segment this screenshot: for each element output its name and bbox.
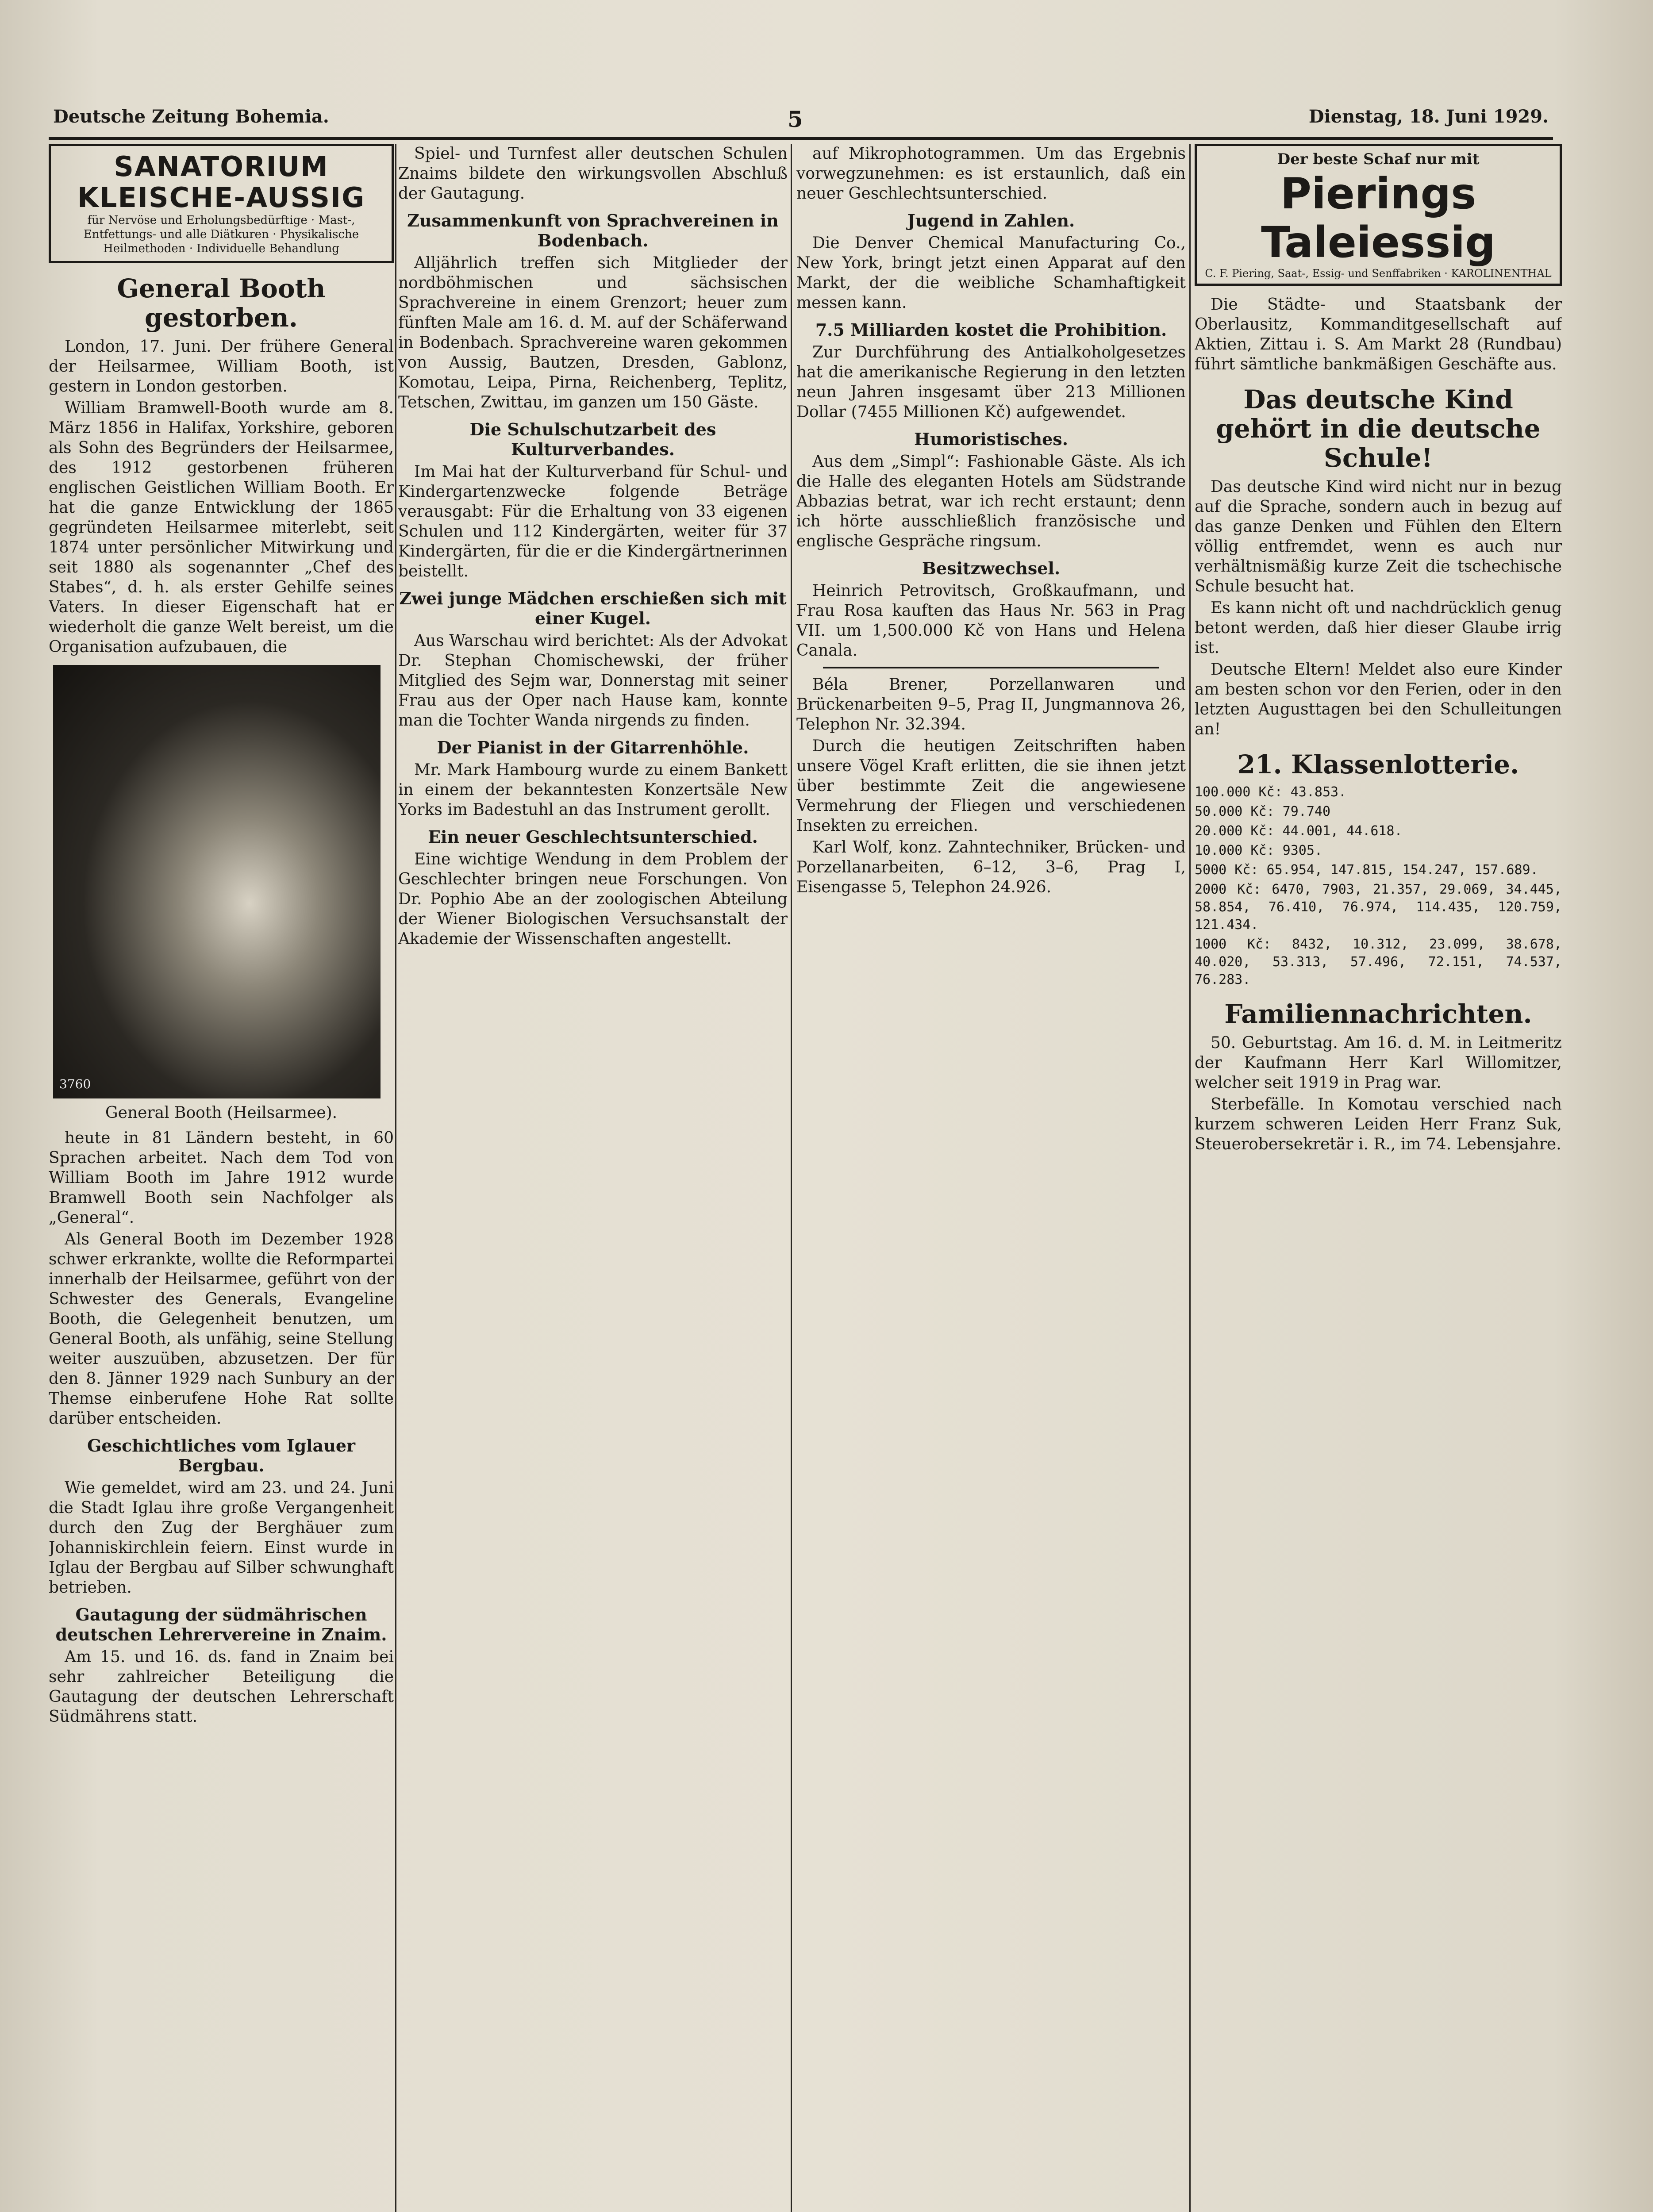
article-text: William Bramwell-Booth wurde am 8. März 1856 in Halifax, Yorkshire, geboren als Sohn des Begründers der Heilsarmee, des 1912 gestorbenen früheren englischen Geistlichen William Booth. Er hat die ganze Entwicklung der 1865 gegründeten Heilsarmee miterlebt, seit 1874 unter persönlicher Mitwirkung und seit 1880 als sogenannter „Chef des Stabes“, d. h. als erster Gehilfe seines Vaters. In dieser Eigenschaft hat er wiederholt die ganze Welt bereist, um die Organisation aufzubauen, die	[49, 399, 394, 656]
bank-ad-text: Die Städte- und Staatsbank der Oberlausitz, Kommanditgesellschaft auf Aktien, Zittau i. S. Am Markt 28 (Rundbau) führt sämtliche bankmäßigen Geschäfte aus.	[1195, 296, 1562, 373]
subheading: 7.5 Milliarden kostet die Prohibition.	[815, 320, 1167, 340]
subheading: Ein neuer Geschlechtsunterschied.	[428, 827, 758, 847]
piering-ad	[1195, 144, 1562, 286]
subheading: Zusammenkunft von Sprachvereinen in Bodenbach.	[407, 211, 779, 250]
article-text: auf Mikrophotogrammen. Um das Ergebnis vorwegzunehmen: es ist erstaunlich, daß ein neuer Geschlechtsunterschied.	[796, 145, 1186, 203]
family-news-title: Familiennachrichten.	[1224, 999, 1532, 1029]
photo-number: 3760	[59, 1077, 91, 1091]
headline-school: Das deutsche Kind gehört in die deutsche Schule!	[1216, 384, 1541, 473]
masthead	[53, 106, 1549, 133]
subheading: Zwei junge Mädchen erschießen sich mit einer Kugel.	[399, 588, 787, 628]
article-text: Zur Durchführung des Antialkoholgesetzes hat die amerikanische Regierung in den letzten neun Jahren insgesamt über 213 Millionen Dollar (7455 Millionen Kč) aufgewendet.	[796, 343, 1186, 421]
article-text: Aus Warschau wird berichtet: Als der Advokat Dr. Stephan Chomischewski, der früher Mitglied des Sejm war, Donnerstag mit seiner Frau aus der Oper nach Hause kam, konnte man die Tochter Wanda nirgends zu finden.	[398, 632, 788, 730]
column-2	[398, 144, 788, 2212]
lottery-line: 20.000 Kč: 44.001, 44.618.	[1195, 823, 1403, 839]
article-text: Spiel- und Turnfest aller deutschen Schulen Znaims bildete den wirkungsvollen Abschluß der Gautagung.	[398, 145, 788, 203]
ad-top: Der beste Schaf nur mit	[1277, 150, 1480, 168]
issue-date: Dienstag, 18. Juni 1929.	[1308, 106, 1549, 127]
ad-title: SANATORIUM KLEISCHE-AUSSIG	[77, 150, 365, 214]
article-text: Es kann nicht oft und nachdrücklich genug betont werden, daß hier dieser Glaube irrig ist.	[1195, 599, 1562, 657]
article-lead: London, 17. Juni. Der frühere General der Heilsarmee, William Booth, ist gestern in London gestorben.	[49, 338, 394, 396]
subheading: Gautagung der südmährischen deutschen Lehrervereine in Znaim.	[55, 1605, 387, 1644]
lottery-line: 2000 Kč: 6470, 7903, 21.357, 29.069, 34.445, 58.854, 76.410, 76.974, 114.435, 120.759, 121.434.	[1195, 882, 1562, 933]
article-text: Am 15. und 16. ds. fand in Znaim bei sehr zahlreicher Beteiligung die Gautagung der deutschen Lehrerschaft Südmährens statt.	[49, 1648, 394, 1726]
column-4	[1195, 144, 1562, 2212]
lottery-line: 100.000 Kč: 43.853.	[1195, 784, 1347, 800]
page-number: 5	[788, 106, 803, 132]
paper-name: Deutsche Zeitung Bohemia.	[53, 106, 329, 127]
subheading: Jugend in Zahlen.	[907, 211, 1075, 230]
sanatorium-ad	[49, 144, 394, 263]
lottery-line: 50.000 Kč: 79.740	[1195, 804, 1331, 819]
article-text: heute in 81 Ländern besteht, in 60 Sprachen arbeitet. Nach dem Tod von William Booth im Jahre 1912 wurde Bramwell Booth sein Nachfolger als „General“.	[49, 1129, 394, 1227]
article-text: Die Denver Chemical Manufacturing Co., New York, bringt jetzt einen Apparat auf den Markt, der die weibliche Schamhaftigkeit messen kann.	[796, 234, 1186, 312]
subheading: Humoristisches.	[914, 429, 1068, 449]
classified-ad: Béla Brener, Porzellanwaren und Brückenarbeiten 9–5, Prag II, Jungmannova 26, Telephon Nr. 32.394.	[796, 676, 1186, 733]
subheading: Geschichtliches vom Iglauer Bergbau.	[87, 1436, 356, 1475]
article-text: Im Mai hat der Kulturverband für Schul- und Kindergartenzwecke folgende Beträge verausgabt: Für die Erhaltung von 33 eigenen Schulen und 112 Kindergärten, weiter für 37 Kindergärten, für die er die Kindergärtnerinnen beistellt.	[398, 463, 788, 580]
portrait-photo	[53, 665, 381, 1098]
classified-ad: Karl Wolf, konz. Zahntechniker, Brücken- und Porzellanarbeiten, 6–12, 3–6, Prag I, Eisengasse 5, Telephon 24.926.	[796, 838, 1186, 896]
article-text: Alljährlich treffen sich Mitglieder der nordböhmischen und sächsischen Sprachvereine in einem Grenzort; heuer zum fünften Male am 16. d. M. auf der Schäferwand in Bodenbach. Sprachvereine waren gekommen von Aussig, Bautzen, Dresden, Gablonz, Komotau, Leipa, Pirna, Reichenberg, Teplitz, Tetschen, Zwittau, im ganzen um 150 Gäste.	[398, 254, 788, 411]
lottery-line: 5000 Kč: 65.954, 147.815, 154.247, 157.689.	[1195, 862, 1538, 878]
column-divider	[395, 144, 396, 2212]
headline-booth: General Booth gestorben.	[117, 273, 326, 333]
lottery-line: 1000 Kč: 8432, 10.312, 23.099, 38.678, 40.020, 53.313, 57.496, 72.151, 74.537, 76.283.	[1195, 937, 1562, 987]
article-text: Mr. Mark Hambourg wurde zu einem Bankett in einem der bekanntesten Konzertsäle New Yorks im Badestuhl an das Instrument gerollt.	[398, 761, 788, 819]
ad-subtitle: für Nervöse und Erholungsbedürftige · Mast-, Entfettungs- und alle Diätkuren · Physikalische Heilmethoden · Individuelle Behandlung	[83, 214, 359, 255]
column-divider	[791, 144, 792, 2212]
article-text: 50. Geburtstag. Am 16. d. M. in Leitmeritz der Kaufmann Herr Karl Willomitzer, welcher seit 1919 in Prag war.	[1195, 1034, 1562, 1092]
subheading: Der Pianist in der Gitarrenhöhle.	[437, 737, 749, 757]
article-text: Das deutsche Kind wird nicht nur in bezug auf die Sprache, sondern auch in bezug auf das ganze Denken und Fühlen den Eltern völlig entfremdet, wenn es auch nur verhältnismäßig kurze Zeit die tschechische Schule besucht hat.	[1195, 478, 1562, 595]
lottery-title: 21. Klassenlotterie.	[1237, 749, 1519, 780]
article-text: Aus dem „Simpl“: Fashionable Gäste. Als ich die Halle des eleganten Hotels am Südstrande Abbazias betrat, war ich recht erstaunt; denn ich hörte ausschließlich französische und englische Gespräche ringsum.	[796, 453, 1186, 550]
ad-small: C. F. Piering, Saat-, Essig- und Senffabriken · KAROLINENTHAL	[1205, 267, 1552, 280]
article-text: Durch die heutigen Zeitschriften haben unsere Vögel Kraft erlitten, die sie ihnen jetzt über bestimmte Zeit die angewiesene Vermehrung der Fliegen und verschiedenen Insekten zu erreichen.	[796, 737, 1186, 835]
article-text: Heinrich Petrovitsch, Großkaufmann, und Frau Rosa kauften das Haus Nr. 563 in Prag VII. um 1,500.000 Kč von Hans und Helena Canala.	[796, 582, 1186, 660]
article-text: Eine wichtige Wendung in dem Problem der Geschlechter bringen neue Forschungen. Von Dr. Pophio Abe an der zoologischen Abteilung der Wiener Biologischen Versuchsanstalt der Akademie der Wissenschaften angestellt.	[398, 850, 788, 948]
masthead-rule	[49, 137, 1553, 140]
column-1	[49, 144, 394, 2212]
lottery-line: 10.000 Kč: 9305.	[1195, 843, 1322, 858]
subheading: Besitzwechsel.	[922, 558, 1061, 578]
article-text: Als General Booth im Dezember 1928 schwer erkrankte, wollte die Reformpartei innerhalb der Heilsarmee, geführt von der Schwester des Generals, Evangeline Booth, die Gelegenheit benutzen, um General Booth, als unfähig, seine Stellung weiter auszuüben, abzusetzen. Der für den 8. Jänner 1929 nach Sunbury an der Themse einberufene Hohe Rat sollte darüber entscheiden.	[49, 1230, 394, 1428]
article-text: Deutsche Eltern! Meldet also eure Kinder am besten schon vor den Ferien, oder in den letzten Augusttagen bei den Schulleitungen an!	[1195, 661, 1562, 738]
article-text: Sterbefälle. In Komotau verschied nach kurzem schweren Leiden Herr Franz Suk, Steuerobersekretär i. R., im 74. Lebensjahre.	[1195, 1095, 1562, 1153]
ad-brand: Pierings Taleiessig	[1261, 169, 1495, 267]
column-3	[796, 144, 1186, 2212]
photo-caption: General Booth (Heilsarmee).	[105, 1104, 338, 1122]
article-text: Wie gemeldet, wird am 23. und 24. Juni die Stadt Iglau ihre große Vergangenheit durch den Zug der Berghäuer zum Johanniskirchlein feiern. Einst wurde in Iglau der Bergbau auf Silber schwunghaft betrieben.	[49, 1479, 394, 1597]
column-divider	[1189, 144, 1191, 2212]
separator	[823, 667, 1159, 668]
subheading: Die Schulschutzarbeit des Kulturverbandes.	[469, 419, 716, 459]
